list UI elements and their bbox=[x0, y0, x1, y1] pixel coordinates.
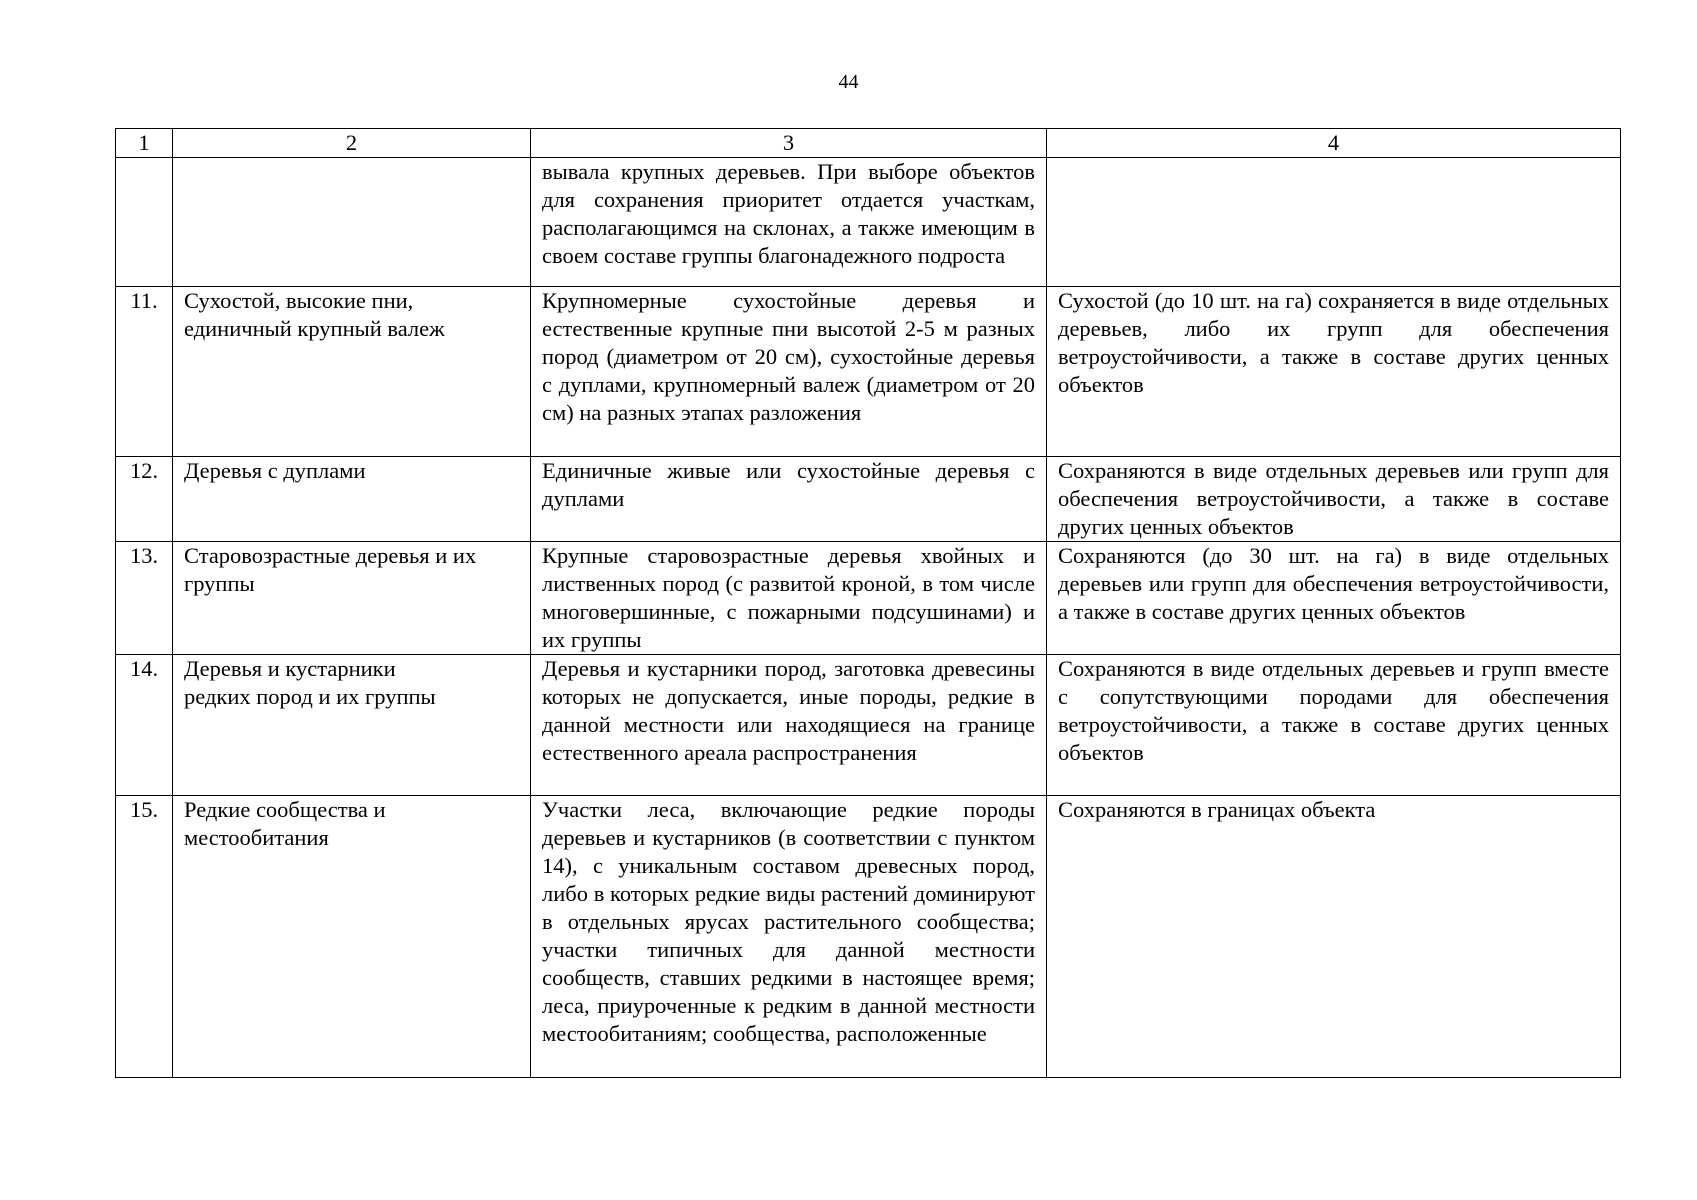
column-header-4: 4 bbox=[1047, 129, 1621, 158]
object-name bbox=[173, 158, 531, 287]
row-number: 13. bbox=[116, 542, 173, 655]
object-name: Деревья с дуплами bbox=[173, 457, 531, 542]
row-number: 12. bbox=[116, 457, 173, 542]
object-name: Деревья и кустарники редких пород и их группы bbox=[173, 655, 531, 796]
row-number: 15. bbox=[116, 796, 173, 1078]
preservation-mode: Сохраняются в виде отдельных деревьев и групп вместе с сопутствующими породами для обеспечения ветроустойчивости, а также в составе других ценных объектов bbox=[1047, 655, 1621, 796]
row-number: 11. bbox=[116, 287, 173, 457]
preservation-mode: Сухостой (до 10 шт. на га) сохраняется в виде отдельных деревьев, либо их групп для обеспечения ветроустойчивости, а также в составе других ценных объектов bbox=[1047, 287, 1621, 457]
object-description: Деревья и кустарники пород, заготовка древесины которых не допускается, иные породы, редкие в данной местности или находящиеся на границе естественного ареала распространения bbox=[531, 655, 1047, 796]
table-row bbox=[116, 655, 1621, 796]
column-header-1: 1 bbox=[116, 129, 173, 158]
column-header-2: 2 bbox=[173, 129, 531, 158]
object-description: Крупномерные сухостойные деревья и естественные крупные пни высотой 2-5 м разных пород (диаметром от 20 см), сухостойные деревья с дуплами, крупномерный валеж (диаметром от 20 см) на разных этапах разложения bbox=[531, 287, 1047, 457]
table-header-row bbox=[116, 129, 1621, 158]
object-description: вывала крупных деревьев. При выборе объектов для сохранения приоритет отдается участкам, располагающимся на склонах, а также имеющим в своем составе группы благонадежного подроста bbox=[531, 158, 1047, 287]
preservation-mode bbox=[1047, 158, 1621, 287]
object-description: Участки леса, включающие редкие породы деревьев и кустарников (в соответствии с пунктом 14), с уникальным составом древесных пород, либо в которых редкие виды растений доминируют в отдельных ярусах растительного сообщества; участки типичных для данной местности сообществ, ставших редкими в настоящее время; леса, приуроченные к редким в данной местности местообитаниям; сообщества, расположенные bbox=[531, 796, 1047, 1078]
object-name: Сухостой, высокие пни, единичный крупный валеж bbox=[173, 287, 531, 457]
table-row bbox=[116, 457, 1621, 542]
objects-table bbox=[115, 128, 1621, 1078]
column-header-3: 3 bbox=[531, 129, 1047, 158]
preservation-mode: Сохраняются (до 30 шт. на га) в виде отдельных деревьев или групп для обеспечения ветроустойчивости, а также в составе других ценных объектов bbox=[1047, 542, 1621, 655]
table-row bbox=[116, 542, 1621, 655]
object-description: Крупные старовозрастные деревья хвойных и лиственных пород (с развитой кроной, в том числе многовершинные, с пожарными подсушинами) и их группы bbox=[531, 542, 1047, 655]
object-name: Старовозрастные деревья и их группы bbox=[173, 542, 531, 655]
preservation-mode: Сохраняются в границах объекта bbox=[1047, 796, 1621, 1078]
object-description: Единичные живые или сухостойные деревья с дуплами bbox=[531, 457, 1047, 542]
object-name: Редкие сообщества и местообитания bbox=[173, 796, 531, 1078]
table-row bbox=[116, 158, 1621, 287]
page-number: 44 bbox=[838, 71, 859, 93]
row-number bbox=[116, 158, 173, 287]
table-row bbox=[116, 796, 1621, 1078]
row-number: 14. bbox=[116, 655, 173, 796]
preservation-mode: Сохраняются в виде отдельных деревьев или групп для обеспечения ветроустойчивости, а также в составе других ценных объектов bbox=[1047, 457, 1621, 542]
table-row bbox=[116, 287, 1621, 457]
